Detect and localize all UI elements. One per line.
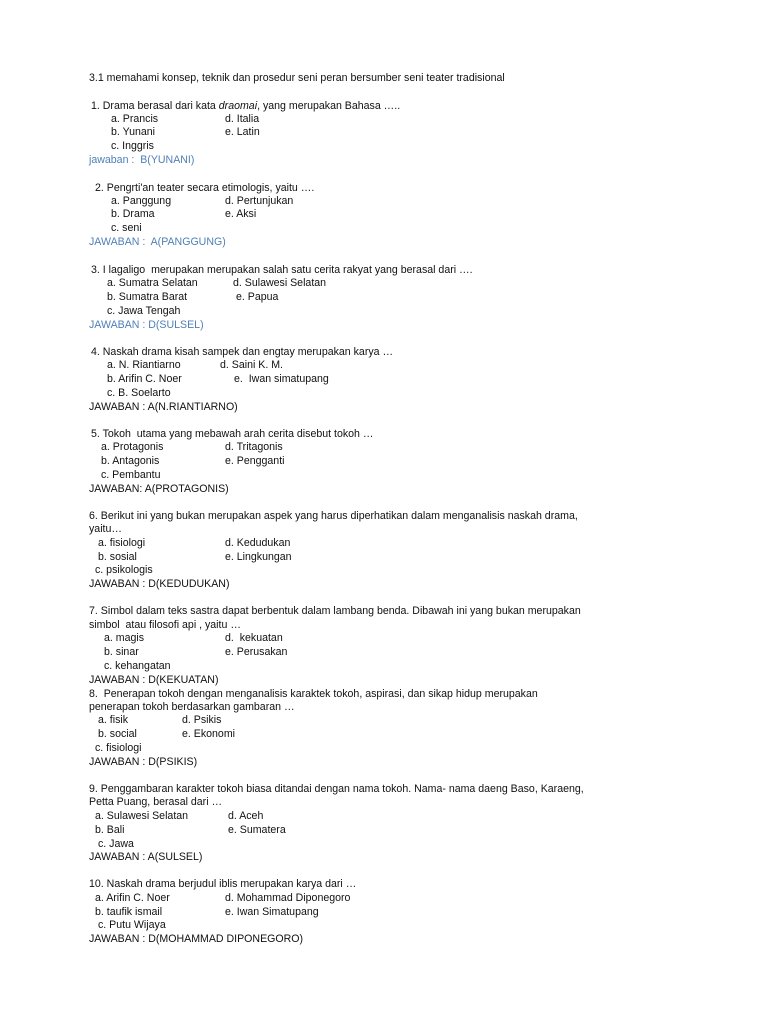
question-10-option-b: b. taufik ismail bbox=[95, 906, 163, 918]
question-9-option-b: b. Bali bbox=[95, 824, 125, 836]
question-2-option-a: a. Panggung bbox=[111, 195, 172, 207]
question-2-option-d: d. Pertunjukan bbox=[225, 195, 294, 207]
question-8-option-a: a. fisik bbox=[98, 714, 129, 726]
question-9-option-e: e. Sumatera bbox=[228, 824, 286, 836]
question-8-text: 8. Penerapan tokoh dengan menganalisis karaktek tokoh, aspirasi, dan sikap hidup merupakan bbox=[89, 688, 538, 700]
question-1-answer: jawaban : B(YUNANI) bbox=[89, 154, 195, 166]
question-6-text-line2: yaitu… bbox=[89, 523, 122, 535]
question-5-answer: JAWABAN: A(PROTAGONIS) bbox=[89, 483, 229, 495]
question-10-option-d: d. Mohammad Diponegoro bbox=[225, 892, 351, 904]
question-5-option-d: d. Tritagonis bbox=[225, 441, 283, 453]
question-7-option-c: c. kehangatan bbox=[104, 660, 171, 672]
question-2-option-e: e. Aksi bbox=[225, 208, 257, 220]
question-8-option-b: b. social bbox=[98, 728, 137, 740]
question-2-option-b: b. Drama bbox=[111, 208, 155, 220]
question-1-option-c: c. Inggris bbox=[111, 140, 154, 152]
question-2-option-c: c. seni bbox=[111, 222, 142, 234]
question-7-text-line2: simbol atau filosofi api , yaitu … bbox=[89, 619, 241, 631]
question-7-text: 7. Simbol dalam teks sastra dapat berbentuk dalam lambang benda. Dibawah ini yang bukan merupakan bbox=[89, 605, 581, 617]
question-5-option-b: b. Antagonis bbox=[101, 455, 160, 467]
question-5-option-a: a. Protagonis bbox=[101, 441, 164, 453]
question-8-answer: JAWABAN : D(PSIKIS) bbox=[89, 756, 198, 768]
question-6-option-c: c. psikologis bbox=[95, 564, 153, 576]
question-4-option-e: e. Iwan simatupang bbox=[234, 373, 329, 385]
question-1-option-b: b. Yunani bbox=[111, 126, 155, 138]
question-4-text: 4. Naskah drama kisah sampek dan engtay merupakan karya … bbox=[91, 346, 394, 358]
question-6-option-b: b. sosial bbox=[98, 551, 137, 563]
question-7-option-e: e. Perusakan bbox=[225, 646, 288, 658]
page-title: 3.1 memahami konsep, teknik dan prosedur seni peran bersumber seni teater tradisional bbox=[89, 72, 505, 84]
question-10-option-c: c. Putu Wijaya bbox=[98, 919, 166, 931]
question-10-option-a: a. Arifin C. Noer bbox=[95, 892, 170, 904]
question-8-option-e: e. Ekonomi bbox=[182, 728, 235, 740]
question-3-option-b: b. Sumatra Barat bbox=[107, 291, 188, 303]
question-1-text bbox=[91, 100, 400, 113]
question-4-option-a: a. N. Riantiarno bbox=[107, 359, 181, 371]
question-5-text: 5. Tokoh utama yang mebawah arah cerita disebut tokoh … bbox=[91, 428, 374, 440]
question-3-option-d: d. Sulawesi Selatan bbox=[233, 277, 327, 289]
question-1-option-d: d. Italia bbox=[225, 113, 260, 125]
question-2-answer: JAWABAN : A(PANGGUNG) bbox=[89, 236, 226, 248]
question-4-option-b: b. Arifin C. Noer bbox=[107, 373, 182, 385]
question-7-option-a: a. magis bbox=[104, 632, 145, 644]
question-9-text-line2: Petta Puang, berasal dari … bbox=[89, 796, 223, 808]
question-7-answer: JAWABAN : D(KEKUATAN) bbox=[89, 674, 219, 686]
question-9-option-a: a. Sulawesi Selatan bbox=[95, 810, 189, 822]
question-5-option-e: e. Pengganti bbox=[225, 455, 285, 467]
question-8-text-line2: penerapan tokoh berdasarkan gambaran … bbox=[89, 701, 295, 713]
question-1-italic-term: draomai bbox=[218, 100, 258, 112]
question-4-option-d: d. Saini K. M. bbox=[220, 359, 283, 371]
question-1-prefix: 1. Drama berasal dari kata bbox=[91, 100, 219, 112]
question-3-option-c: c. Jawa Tengah bbox=[107, 305, 181, 317]
question-8-option-c: c. fisiologi bbox=[95, 742, 142, 754]
question-2-text: 2. Pengrti'an teater secara etimologis, yaitu …. bbox=[95, 182, 315, 194]
question-10-option-e: e. Iwan Simatupang bbox=[225, 906, 319, 918]
question-1-option-a: a. Prancis bbox=[111, 113, 159, 125]
question-9-option-d: d. Aceh bbox=[228, 810, 264, 822]
question-9-option-c: c. Jawa bbox=[98, 838, 134, 850]
question-4-option-c: c. B. Soelarto bbox=[107, 387, 171, 399]
question-9-answer: JAWABAN : A(SULSEL) bbox=[89, 851, 203, 863]
question-6-option-a: a. fisiologi bbox=[98, 537, 146, 549]
question-3-option-e: e. Papua bbox=[236, 291, 279, 303]
question-6-text: 6. Berikut ini yang bukan merupakan aspek yang harus diperhatikan dalam menganalisis naskah drama, bbox=[89, 510, 578, 522]
question-6-option-e: e. Lingkungan bbox=[225, 551, 292, 563]
question-6-answer: JAWABAN : D(KEDUDUKAN) bbox=[89, 578, 230, 590]
question-7-option-d: d. kekuatan bbox=[225, 632, 283, 644]
question-8-option-d: d. Psikis bbox=[182, 714, 222, 726]
question-6-option-d: d. Kedudukan bbox=[225, 537, 291, 549]
question-1-suffix: , yang merupakan Bahasa ….. bbox=[257, 100, 401, 112]
question-10-answer: JAWABAN : D(MOHAMMAD DIPONEGORO) bbox=[89, 933, 304, 945]
question-4-answer: JAWABAN : A(N.RIANTIARNO) bbox=[89, 401, 238, 413]
question-5-option-c: c. Pembantu bbox=[101, 469, 161, 481]
question-9-text: 9. Penggambaran karakter tokoh biasa ditandai dengan nama tokoh. Nama- nama daeng Baso, Karaeng, bbox=[89, 783, 584, 795]
question-7-option-b: b. sinar bbox=[104, 646, 139, 658]
question-10-text: 10. Naskah drama berjudul iblis merupakan karya dari … bbox=[89, 878, 357, 890]
question-3-text: 3. I lagaligo merupakan merupakan salah satu cerita rakyat yang berasal dari …. bbox=[91, 264, 473, 276]
question-1-option-e: e. Latin bbox=[225, 126, 260, 138]
question-3-answer: JAWABAN : D(SULSEL) bbox=[89, 319, 204, 331]
question-3-option-a: a. Sumatra Selatan bbox=[107, 277, 198, 289]
